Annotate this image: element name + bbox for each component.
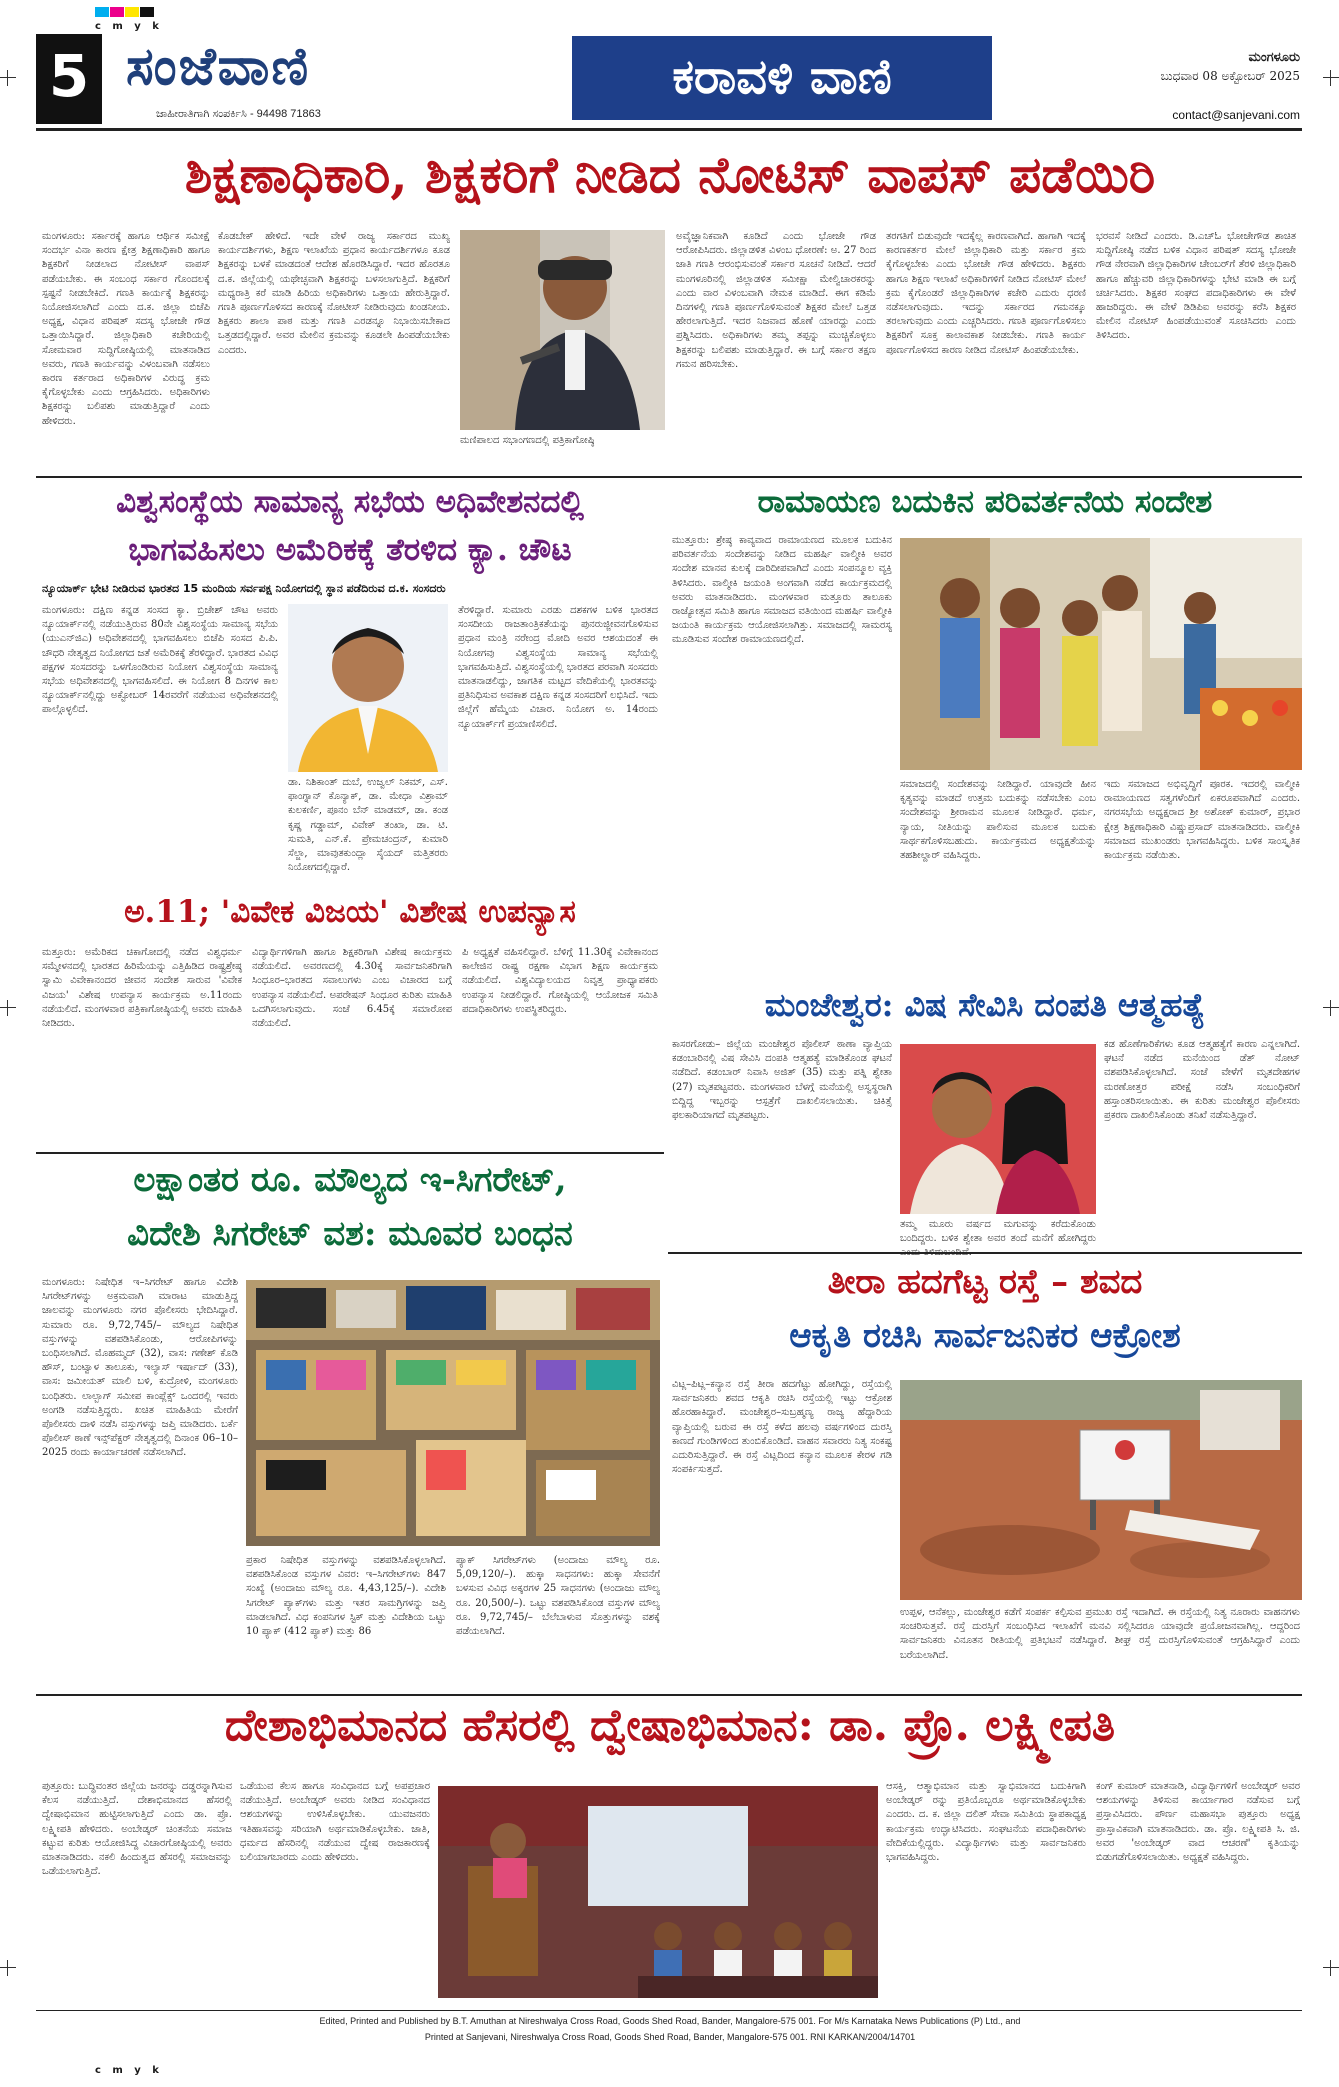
registration-mark-right <box>1323 70 1339 86</box>
story2-headline-line2: ಭಾಗವಹಿಸಲು ಅಮೆರಿಕಕ್ಕೆ ತೆರಳಿದ ಕ್ಯಾ. ಚೌಟ <box>128 532 572 568</box>
story3-headline: ರಾಮಾಯಣ ಬದುಕಿನ ಪರಿವರ್ತನೆಯ ಸಂದೇಶ <box>757 484 1213 520</box>
story4-col2: ವಿದ್ಯಾರ್ಥಿಗಳಿಗಾಗಿ ಹಾಗೂ ಶಿಕ್ಷಕರಿಗಾಗಿ ವಿಶೇಷ ಕಾರ್ಯಕ್ರಮ ನಡೆಯಲಿದೆ. ಅವರಣದಲ್ಲಿ 4.30ಕ್ಕೆ ಸಾರ್ವಜನಿಕರಿಗಾಗಿ ಸಿಂಧೂರ–ಭಾರತದ ಸವಾಲುಗಳು ಎಂಬ ವಿಚಾರದ ಬಗ್ಗೆ ಉಪನ್ಯಾಸ ನಡೆಯಲಿದೆ. ಅಪರೇಷನ್ ಸಿಂಧೂರ ಕುರಿತು ಮಾಹಿತಿ ಒದಗಿಸಲಾಗುವುದು. ಸಂಜೆ 6.45ಕ್ಕೆ ಸಮಾರೋಪ ನಡೆಯಲಿದೆ. <box>252 947 452 1030</box>
story4-col1: ಮತ್ತೂರು: ಅಮೆರಿಕದ ಚಿಕಾಗೋದಲ್ಲಿ ನಡೆದ ವಿಶ್ವಧರ್ಮ ಸಮ್ಮೇಳನದಲ್ಲಿ ಭಾರತದ ಹಿರಿಮೆಯನ್ನು ಎತ್ತಿಹಿಡಿದ ರಾಷ್ಟ್ರಶ್ರೇಷ್ಠ ಸ್ವಾಮಿ ವಿವೇಕಾನಂದರ ಜೀವನ ಸಂದೇಶ ಸಾರುವ 'ವಿವೇಕ ವಿಜಯ' ವಿಶೇಷ ಉಪನ್ಯಾಸ ಕಾರ್ಯಕ್ರಮ ಅ.11ರಂದು ನಡೆಯಲಿದೆ. ಮಂಗಳವಾರ ಪತ್ರಿಕಾಗೋಷ್ಠಿಯಲ್ಲಿ ಅವರು ಮಾಹಿತಿ ನೀಡಿದರು. <box>42 947 242 1030</box>
story2-subhead: ನ್ಯೂಯಾರ್ಕ್ ಭೇಟಿ ನೀಡಿರುವ ಭಾರತದ 15 ಮಂದಿಯ ಸರ್ವಪಕ್ಷ ನಿಯೋಗದಲ್ಲಿ ಸ್ಥಾನ ಪಡೆದಿರುವ ದ.ಕ. ಸಂಸದರು <box>42 582 446 595</box>
story1-bottom-rule <box>36 476 1302 478</box>
story2-col2: ಡಾ. ನಿಶಿಕಾಂತ್ ದುಬೆ, ಉಜ್ವಲ್ ನಿಕಮ್, ಎಸ್. ಫಾಂಗ್ನಾನ್ ಕೊನ್ಯಾಕ್, ಡಾ. ಮೇಧಾ ವಿಶ್ರಾಮ್ ಕುಲಕರ್ಣಿ, ಪೂನಂ ಬೆನ್ ಮಾಡಮ್, ಡಾ. ಕಂಡ ಕೃಷ್ಣ ಗಡ್ಡಾಮ್, ವಿವೇಕ್ ತಂಖಾ, ಡಾ. ಟಿ. ಸುಮತಿ, ಎನ್.ಕೆ. ಪ್ರೇಮಚಂದ್ರನ್, ಕುಮಾರಿ ಸೆಲ್ಜಾ, ಮಾವುತಕುಂದ್ಲಾ ಸೈಯದ್ ಮತ್ತಿತರರು ನಿಯೋಗದಲ್ಲಿದ್ದಾರೆ. <box>288 777 448 874</box>
story5-col1: ಕಾಸರಗೋಡು– ಜಿಲ್ಲೆಯ ಮಂಜೇಶ್ವರ ಪೊಲೀಸ್ ಠಾಣಾ ವ್ಯಾಪ್ತಿಯ ಕಡಂಬಾರಿನಲ್ಲಿ ವಿಷ ಸೇವಿಸಿ ದಂಪತಿ ಆತ್ಮಹತ್ಯೆ ಮಾಡಿಕೊಂಡ ಘಟನೆ ನಡೆದಿದೆ. ಕಡಂಬಾರ್ ನಿವಾಸಿ ಅಜಿತ್ (35) ಮತ್ತು ಪತ್ನಿ ಶ್ವೇತಾ (27) ಮೃತಪಟ್ಟವರು. ಮಂಗಳವಾರ ಬೆಳಗ್ಗೆ ಮನೆಯಲ್ಲಿ ಅಸ್ವಸ್ಥರಾಗಿ ಬಿದ್ದಿದ್ದ ಇಬ್ಬರನ್ನು ಆಸ್ಪತ್ರೆಗೆ ದಾಖಲಿಸಲಾಯಿತು. ಚಿಕಿತ್ಸೆ ಫಲಕಾರಿಯಾಗದೆ ಮೃತಪಟ್ಟರು. <box>672 1039 892 1122</box>
story4-bottom-rule <box>36 1152 664 1154</box>
story3-col1: ಮುತ್ತೂರು: ಶ್ರೇಷ್ಠ ಕಾವ್ಯವಾದ ರಾಮಾಯಣದ ಮೂಲಕ ಬದುಕಿನ ಪರಿವರ್ತನೆಯ ಸಂದೇಶವನ್ನು ನೀಡಿದ ಮಹರ್ಷಿ ವಾಲ್ಮೀಕಿ ಅವರ ಸಂದೇಶ ಮಾನವ ಕುಲಕ್ಕೆ ದಾರಿದೀಪವಾಗಿದೆ ಎಂದು ಸಂಪನ್ಮೂಲ ವ್ಯಕ್ತಿ ತಿಳಿಸಿದರು. ವಾಲ್ಮೀಕಿ ಜಯಂತಿ ಅಂಗವಾಗಿ ನಡೆದ ಕಾರ್ಯಕ್ರಮದಲ್ಲಿ ಅವರು ಮಾತನಾಡಿದರು. ಮಂಗಳವಾರ ಮತ್ತೂರು ತಾಲೂಕು ರಾಜ್ಯೋತ್ಸವ ಸಮಿತಿ ಹಾಗೂ ಸಮಾಜದ ವತಿಯಿಂದ ಮಹರ್ಷಿ ವಾಲ್ಮೀಕಿ ಜಯಂತಿ ಕಾರ್ಯಕ್ರಮ ಆಯೋಜಿಸಲಾಗಿತ್ತು. ಸಮಾಜದಲ್ಲಿ ಸಾಮರಸ್ಯ ಮೂಡಿಸುವ ಸಂದೇಶ ರಾಮಾಯಣದಲ್ಲಿದೆ. <box>672 535 892 646</box>
story6-headline-line2: ವಿದೇಶಿ ಸಿಗರೇಟ್ ವಶ: ಮೂವರ ಬಂಧನ <box>127 1214 573 1254</box>
story3-photo <box>900 538 1302 770</box>
page-number: 5 <box>36 34 102 124</box>
story8-top-rule <box>36 1694 1302 1696</box>
story4-col3: ಪಿ ಅಧ್ಯಕ್ಷತೆ ವಹಿಸಲಿದ್ದಾರೆ. ಬೆಳಿಗ್ಗೆ 11.30ಕ್ಕೆ ವಿವೇಕಾನಂದ ಕಾಲೇಜಿನ ರಾಷ್ಟ್ರ ರಕ್ಷಣಾ ವಿಭಾಗ ಶಿಕ್ಷಣ ಕಾರ್ಯಕ್ರಮ ನಡೆಯಲಿದೆ. ವಿಶ್ವವಿದ್ಯಾಲಯದ ನಿವೃತ್ತ ಪ್ರಾಧ್ಯಾಪಕರು ಉಪನ್ಯಾಸ ನೀಡಲಿದ್ದಾರೆ. ಗೋಷ್ಠಿಯಲ್ಲಿ ಆಯೋಜಕ ಸಮಿತಿ ಪದಾಧಿಕಾರಿಗಳು ಉಪಸ್ಥಿತರಿದ್ದರು. <box>462 947 658 1015</box>
story6-col1: ಮಂಗಳೂರು: ನಿಷೇಧಿತ ಇ–ಸಿಗರೇಟ್ ಹಾಗೂ ವಿದೇಶಿ ಸಿಗರೇಟ್‌ಗಳನ್ನು ಅಕ್ರಮವಾಗಿ ಮಾರಾಟ ಮಾಡುತ್ತಿದ್ದ ಜಾಲವನ್ನು ಮಂಗಳೂರು ನಗರ ಪೊಲೀಸರು ಭೇದಿಸಿದ್ದಾರೆ. ಸುಮಾರು ರೂ. 9,72,745/– ಮೌಲ್ಯದ ನಿಷೇಧಿತ ವಸ್ತುಗಳನ್ನು ವಶಪಡಿಸಿಕೊಂಡು, ಆರೋಪಿಗಳನ್ನು ಬಂಧಿಸಲಾಗಿದೆ. ಮೊಹಮ್ಮದ್ (32), ವಾಸ: ಗಣೇಶ್ ಕೊಡಿ ಹೌಸ್, ಬಂಟ್ವಾಳ ತಾಲೂಕು, ಇಲ್ಯಾಸ್ ಇರ್ಷಾದ್ (33), ವಾಸ: ಜಮೀಯತ್ ಮಾಲಿ ಬಳಿ, ಕುದ್ರೋಳಿ, ಮಂಗಳೂರು ಬಂಧಿತರು. ಲಾಲ್ಬಾಗ್ ಸಮೀಪ ಕಾಂಪ್ಲೆಕ್ಸ್ ಒಂದರಲ್ಲಿ ಇವರು ಅಂಗಡಿ ನಡೆಸುತ್ತಿದ್ದರು. ಖಚಿತ ಮಾಹಿತಿಯ ಮೇರೆಗೆ ಪೊಲೀಸರು ದಾಳಿ ನಡೆಸಿ ವಸ್ತುಗಳನ್ನು ಜಪ್ತಿ ಮಾಡಿದರು. ಬರ್ಕೆ ಪೊಲೀಸ್ ಠಾಣೆ ಇನ್ಸ್‌ಪೆಕ್ಟರ್ ನೇತೃತ್ವದಲ್ಲಿ ದಿನಾಂಕ 06–10–2025 ರಂದು ಕಾರ್ಯಾಚರಣೆ ನಡೆಸಲಾಗಿದೆ. <box>42 1277 238 1459</box>
story8-col4: ಕಂಗ್ ಕುಮಾರ್ ಮಾತನಾಡಿ, ವಿದ್ಯಾರ್ಥಿಗಳಿಗೆ ಅಂಬೇಡ್ಕರ್ ಅವರ ಆಶಯಗಳನ್ನು ತಿಳಿಸುವ ಕಾರ್ಯಾಗಾರ ನಡೆಸುವ ಬಗ್ಗೆ ಪ್ರಸ್ತಾವಿಸಿದರು. ಪೌರ್ಣ ಮಹಾಸಭಾ ಪುತ್ತೂರು ಅಧ್ಯಕ್ಷ ಪ್ರಾಸ್ತಾವಿಕವಾಗಿ ಮಾತನಾಡಿದರು. ಡಾ. ಪ್ರೊ. ಲಕ್ಷ್ಮೀಪತಿ ಸಿ. ಜಿ. ಅವರ 'ಅಂಬೇಡ್ಕರ್ ವಾದ ಆಚರಣೆ' ಕೃತಿಯನ್ನು ಬಿಡುಗಡೆಗೊಳಿಸಲಾಯಿತು. ಅಧ್ಯಕ್ಷತೆ ವಹಿಸಿದ್ದರು. <box>1096 1781 1300 1864</box>
story2-photo <box>288 604 448 772</box>
registration-mark-left-mid <box>0 1000 16 1016</box>
story3-col2: ಸಮಾಜದಲ್ಲಿ ಸಂದೇಶವನ್ನು ನೀಡಿದ್ದಾರೆ. ಯಾವುದೇ ಹೀನ ಕೃತ್ಯವನ್ನು ಮಾಡದೆ ಉತ್ತಮ ಬದುಕನ್ನು ನಡೆಸಬೇಕು ಎಂಬ ಸಂದೇಶವನ್ನು ಶ್ರೀರಾಮನ ಮೂಲಕ ನೀಡಿದ್ದಾರೆ. ಧರ್ಮ, ನ್ಯಾಯ, ನೀತಿಯನ್ನು ಪಾಲಿಸುವ ಮೂಲಕ ಬದುಕು ಸಾರ್ಥಕಗೊಳಿಸಬಹುದು. ಕಾರ್ಯಕ್ರಮದ ಅಧ್ಯಕ್ಷತೆಯನ್ನು ತಹಶೀಲ್ದಾರ್ ವಹಿಸಿದ್ದರು. <box>900 779 1096 862</box>
masthead-city: ಮಂಗಳೂರು <box>1248 50 1300 65</box>
story4-headline: ಅ.11; 'ವಿವೇಕ ವಿಜಯ' ವಿಶೇಷ ಉಪನ್ಯಾಸ <box>124 894 576 930</box>
story1-col4: ತರಗತಿಗೆ ಬಿಡುವುದೇ ಇದಕ್ಕೆಲ್ಲ ಕಾರಣವಾಗಿದೆ. ಹಾಗಾಗಿ ಇದಕ್ಕೆ ಕಾರಣಕರ್ತರ ಮೇಲೆ ಜಿಲ್ಲಾಧಿಕಾರಿ ಮತ್ತು ಸರ್ಕಾರ ಕ್ರಮ ಕೈಗೊಳ್ಳಬೇಕು ಎಂದು ಭೋಜೇ ಗೌಡ ಹೇಳಿದರು. ಶಿಕ್ಷಕರು ಹಾಗೂ ಶಿಕ್ಷಣ ಇಲಾಖೆ ಅಧಿಕಾರಿಗಳಿಗೆ ನೀಡಿದ ನೋಟಿಸ್ ಮೇಲೆ ಕ್ರಮ ಕೈಗೊಂಡರೆ ಜಿಲ್ಲಾಧಿಕಾರಿಗಳ ಕಚೇರಿ ಎದುರು ಧರಣಿ ನಡೆಸಲಾಗುವುದು. ಇದನ್ನು ಸರ್ಕಾರದ ಗಮನಕ್ಕೂ ತರಲಾಗುವುದು ಎಂದು ಎಚ್ಚರಿಸಿದರು. ಗಣತಿ ಪೂರ್ಣಗೊಳಿಸಲು ಶಿಕ್ಷಕರಿಗೆ ಸೂಕ್ತ ಕಾಲಾವಕಾಶ ನೀಡಬೇಕು. ಗಣತಿ ಕಾರ್ಯ ಪೂರ್ಣಗೊಳಿಸದ ಕಾರಣ ನೀಡಿದ ನೋಟಿಸ್ ಹಿಂಪಡೆಯಬೇಕು. <box>886 231 1086 356</box>
masthead-rule <box>36 128 1302 131</box>
registration-mark-right-bottom <box>1323 1960 1339 1976</box>
story7-headline-line2: ಆಕೃತಿ ರಚಿಸಿ ಸಾರ್ವಜನಿಕರ ಆಕ್ರೋಶ <box>789 1316 1181 1356</box>
story2-col1: ಮಂಗಳೂರು: ದಕ್ಷಿಣ ಕನ್ನಡ ಸಂಸದ ಕ್ಯಾ. ಬ್ರಿಜೇಶ್ ಚೌಟ ಅವರು ನ್ಯೂಯಾರ್ಕ್‌ನಲ್ಲಿ ನಡೆಯುತ್ತಿರುವ 80ನೇ ವಿಶ್ವಸಂಸ್ಥೆಯ ಸಾಮಾನ್ಯ ಸಭೆಯ (ಯುಎನ್‌ಜಿಎ) ಅಧಿವೇಶನದಲ್ಲಿ ಭಾಗವಹಿಸಲು ಬಿಜೆಪಿ ಸಂಸದ ಪಿ.ಪಿ. ಚೌಧರಿ ನೇತೃತ್ವದ ನಿಯೋಗದ ಜತೆ ಅಮೆರಿಕಕ್ಕೆ ತೆರಳಿದ್ದಾರೆ. ಭಾರತದ ವಿವಿಧ ಪಕ್ಷಗಳ ಸಂಸದರನ್ನು ಒಳಗೊಂಡಿರುವ ನಿಯೋಗ ವಿಶ್ವಸಂಸ್ಥೆಯ ಸಾಮಾನ್ಯ ಸಭೆಯ ಅಧಿವೇಶನದಲ್ಲಿ ಭಾಗವಹಿಸಲಿದೆ. ಈ ನಿಯೋಗ 8 ದಿನಗಳ ಕಾಲ ನ್ಯೂಯಾರ್ಕ್‌ನಲ್ಲಿದ್ದು ಅಕ್ಟೋಬರ್ 14ರವರೆಗೆ ನಡೆಯುವ ಅಧಿವೇಶನದಲ್ಲಿ ಪಾಲ್ಗೊಳ್ಳಲಿದೆ. <box>42 605 278 716</box>
story8-col2: ಒಡೆಯುವ ಕೆಲಸ ಹಾಗೂ ಸಂವಿಧಾನದ ಬಗ್ಗೆ ಅಪಪ್ರಚಾರ ನಡೆಯುತ್ತಿದೆ. ಅಂಬೇಡ್ಕರ್ ಅವರು ನೀಡಿದ ಸಂವಿಧಾನದ ಆಶಯಗಳನ್ನು ಉಳಿಸಿಕೊಳ್ಳಬೇಕು. ಯುವಜನರು ಇತಿಹಾಸವನ್ನು ಸರಿಯಾಗಿ ಅರ್ಥಮಾಡಿಕೊಳ್ಳಬೇಕು. ಜಾತಿ, ಧರ್ಮದ ಹೆಸರಿನಲ್ಲಿ ನಡೆಯುವ ದ್ವೇಷ ರಾಜಕಾರಣಕ್ಕೆ ಬಲಿಯಾಗಬಾರದು ಎಂದು ಹೇಳಿದರು. <box>240 1781 430 1864</box>
story2-headline-line1: ವಿಶ್ವಸಂಸ್ಥೆಯ ಸಾಮಾನ್ಯ ಸಭೆಯ ಅಧಿವೇಶನದಲ್ಲಿ <box>116 484 584 520</box>
story1-col3: ಅವೈಜ್ಞಾನಿಕವಾಗಿ ಕೂಡಿದೆ ಎಂದು ಭೋಜೇ ಗೌಡ ಆರೋಪಿಸಿದರು. ಜಿಲ್ಲಾಡಳಿತ ವಿಳಂಬ ಧೋರಣೆ: ಅ. 27 ರಿಂದ ಜಾತಿ ಗಣತಿ ಆರಂಭಿಸುವಂತೆ ಸರ್ಕಾರ ಸೂಚನೆ ನೀಡಿದೆ. ಆದರೆ ಮಂಗಳೂರಿನಲ್ಲಿ ಜಿಲ್ಲಾಡಳಿತ ಸಮೀಕ್ಷಾ ಮೇಲ್ವಿಚಾರಕರನ್ನು ಎಂದು ವಾರ ವಿಳಂಬವಾಗಿ ನೇಮಕ ಮಾಡಿದೆ. ಈಗ ಕಡಿಮೆ ದಿನಗಳಲ್ಲಿ ಗಣತಿ ಪೂರ್ಣಗೊಳಿಸುವಂತೆ ಶಿಕ್ಷಕರ ಮೇಲೆ ಒತ್ತಡ ಹೇರಲಾಗುತ್ತಿದೆ. ಇದರ ನಿಜವಾದ ಹೊಣೆ ಯಾರದ್ದು ಎಂದು ಪ್ರಶ್ನಿಸಿದರು. ಅಧಿಕಾರಿಗಳು ತಮ್ಮ ತಪ್ಪನ್ನು ಮುಚ್ಚಿಕೊಳ್ಳಲು ಶಿಕ್ಷಕರನ್ನು ಬಲಿಪಶು ಮಾಡುತ್ತಿದ್ದಾರೆ. ಈ ಬಗ್ಗೆ ಸರ್ಕಾರ ತಕ್ಷಣ ಗಮನ ಹರಿಸಬೇಕು. <box>676 231 876 370</box>
paper-name: ಸಂಜೆವಾಣಿ <box>126 36 311 97</box>
story3-col3: ಇದು ಸಮಾಜದ ಅಭಿವೃದ್ಧಿಗೆ ಪೂರಕ. ಇದರಲ್ಲಿ ವಾಲ್ಮೀಕಿ ರಾಮಾಯಣದ ಸತ್ವಗಳೆಂದಿಗೆ ಏಕರೂಪವಾಗಿದೆ ಎಂದರು. ನಗರಸಭೆಯ ಅಧ್ಯಕ್ಷರಾದ ಶ್ರೀ ಅಶೋಕ್ ಕುಮಾರ್, ಪ್ರಭಾರ ಕ್ಷೇತ್ರ ಶಿಕ್ಷಣಾಧಿಕಾರಿ ವಿಷ್ಣುಪ್ರಸಾದ್ ಮಾತನಾಡಿದರು. ವಾಲ್ಮೀಕಿ ಸಮಾಜದ ಮುಖಂಡರು ಭಾಗವಹಿಸಿದ್ದರು. ಬಳಿಕ ಸಾಂಸ್ಕೃತಿಕ ಕಾರ್ಯಕ್ರಮ ನಡೆಯಿತು. <box>1104 779 1300 862</box>
story8-photo <box>438 1786 878 1998</box>
masthead-date-block <box>1000 50 1300 84</box>
story8-headline: ದೇಶಾಭಿಮಾನದ ಹೆಸರಲ್ಲಿ ದ್ವೇಷಾಭಿಮಾನ: ಡಾ. ಪ್ರೊ. ಲಕ್ಷ್ಮೀಪತಿ <box>224 1700 1116 1751</box>
cmyk-label-bottom: c m y k <box>95 2065 163 2076</box>
story5-headline: ಮಂಜೇಶ್ವರ: ವಿಷ ಸೇವಿಸಿ ದಂಪತಿ ಆತ್ಮಹತ್ಯೆ <box>764 986 1206 1024</box>
story5-bottom-rule <box>668 1252 1302 1254</box>
story7-headline-line1: ತೀರಾ ಹದಗೆಟ್ಟ ರಸ್ತೆ – ಶವದ <box>827 1262 1143 1302</box>
story7-col1: ವಿಟ್ಲ–ಪಿಟ್ಲ–ಕನ್ಯಾನ ರಸ್ತೆ ತೀರಾ ಹದಗೆಟ್ಟು ಹೋಗಿದ್ದು, ರಸ್ತೆಯಲ್ಲಿ ಸಾರ್ವಜನಿಕರು ಶವದ ಆಕೃತಿ ರಚಿಸಿ ರಸ್ತೆಯಲ್ಲಿ ಇಟ್ಟು ಆಕ್ರೋಶ ಹೊರಹಾಕಿದ್ದಾರೆ. ಮಂಜೇಶ್ವರ–ಸುಬ್ರಹ್ಮಣ್ಯ ರಾಜ್ಯ ಹೆದ್ದಾರಿಯ ವ್ಯಾಪ್ತಿಯಲ್ಲಿ ಬರುವ ಈ ರಸ್ತೆ ಕಳೆದ ಹಲವು ವರ್ಷಗಳಿಂದ ದುರಸ್ತಿ ಕಾಣದೆ ಗುಂಡಿಗಳಿಂದ ತುಂಬಿಕೊಂಡಿದೆ. ವಾಹನ ಸವಾರರು ನಿತ್ಯ ಸಂಕಷ್ಟ ಎದುರಿಸುತ್ತಿದ್ದಾರೆ. ಈ ರಸ್ತೆ ವಿಟ್ಲದಿಂದ ಕನ್ಯಾನ ಮೂಲಕ ಕೇರಳ ಗಡಿ ಸಂಪರ್ಕಿಸುತ್ತದೆ. <box>672 1379 892 1476</box>
story1-headline: ಶಿಕ್ಷಣಾಧಿಕಾರಿ, ಶಿಕ್ಷಕರಿಗೆ ನೀಡಿದ ನೋಟಿಸ್ ವಾಪಸ್ ಪಡೆಯಿರಿ <box>184 145 1156 204</box>
story1-col5: ಭರವಸೆ ನೀಡಿದೆ ಎಂದರು. ಡಿ.ಎಚ್‌ಓ ಭೋಜೇಗೌಡ ಶಾಚಿತ ಸುದ್ದಿಗೋಷ್ಠಿ ನಡೆದ ಬಳಿಕ ವಿಧಾನ ಪರಿಷತ್ ಸದಸ್ಯ ಭೋಜೇ ಗೌಡ ನೇರವಾಗಿ ಜಿಲ್ಲಾಧಿಕಾರಿಗಳ ಚೇಂಬರ್‌ಗೆ ತೆರಳಿ ಜಿಲ್ಲಾಧಿಕಾರಿ ಹಾಗೂ ಹೆಚ್ಚುವರಿ ಜಿಲ್ಲಾಧಿಕಾರಿಗಳನ್ನು ಭೇಟಿ ಮಾಡಿ ಈ ಬಗ್ಗೆ ಚರ್ಚಿಸಿದರು. ಶಿಕ್ಷಕರ ಸಂಘದ ಪದಾಧಿಕಾರಿಗಳು ಈ ವೇಳೆ ಹಾಜರಿದ್ದರು. ಈ ವೇಳೆ ಡಿಡಿಪಿಐ ಅವರನ್ನು ಕರೆಸಿ ಶಿಕ್ಷಕರ ಮೇಲಿನ ನೋಟಿಸ್ ಹಿಂಪಡೆಯುವಂತೆ ಸೂಚಿಸಿದರು ಎಂದು ತಿಳಿಸಿದರು. <box>1096 231 1296 342</box>
masthead-date: ಬುಧವಾರ 08 ಅಕ್ಟೋಬರ್ 2025 <box>1160 69 1300 83</box>
footer-rule <box>36 2010 1302 2011</box>
section-title-karavali-vani <box>572 36 992 120</box>
story5-photo <box>900 1044 1096 1214</box>
story6-caption-col2: ಪ್ಯಾಕ್ ಸಿಗರೇಟ್‌ಗಳು (ಅಂದಾಜು ಮೌಲ್ಯ ರೂ. 5,09,120/–). ಹುಕ್ಕಾ ಸಾಧನಗಳು: ಹುಕ್ಕಾ ಸೇವನೆಗೆ ಬಳಸುವ ವಿವಿಧ ಅಕ್ಕರಗಳ 25 ಸಾಧನಗಳು (ಅಂದಾಜು ಮೌಲ್ಯ ರೂ. 20,500/–). ಒಟ್ಟು ವಶಪಡಿಸಿಕೊಂಡ ವಸ್ತುಗಳ ಮೌಲ್ಯ ರೂ. 9,72,745/– ಬೆಲೆಬಾಳುವ ಸೊತ್ತುಗಳನ್ನು ವಶಕ್ಕೆ ಪಡೆಯಲಾಗಿದೆ. <box>456 1555 660 1638</box>
story1-col2: ಕೊಡಬೇಕ್ ಹೇಳಿದೆ. ಇದೇ ವೇಳೆ ರಾಜ್ಯ ಸರ್ಕಾರದ ಮುಖ್ಯ ಕಾರ್ಯದರ್ಶಿಗಳು, ಶಿಕ್ಷಣ ಇಲಾಖೆಯ ಪ್ರಧಾನ ಕಾರ್ಯದರ್ಶಿಗಳೂ ಕೂಡ ಶಿಕ್ಷಕರನ್ನು ಬಳಕೆ ಮಾಡದಂತೆ ಆದೇಶ ಹೊರಡಿಸಿದ್ದಾರೆ. ಇದರ ಹೊರತೂ ದ.ಕ. ಜಿಲ್ಲೆಯಲ್ಲಿ ಯಥೇಚ್ಛವಾಗಿ ಶಿಕ್ಷಕರನ್ನು ಬಳಸಲಾಗುತ್ತಿದೆ. ಶಿಕ್ಷಕರಿಗೆ ಮಧ್ಯರಾತ್ರಿ ಕರೆ ಮಾಡಿ ಹಿರಿಯ ಅಧಿಕಾರಿಗಳು ಒತ್ತಾಯ ಹೇರುತ್ತಿದ್ದಾರೆ. ಗಣತಿ ಪೂರ್ಣಗೊಳಿಸದ ಕಾರಣಕ್ಕೆ ನೋಟೀಸ್ ನೀಡಿರುವುದು ಖಂಡನೀಯ. ಶಿಕ್ಷಕರು ಶಾಲಾ ಪಾಠ ಮತ್ತು ಗಣತಿ ಎರಡನ್ನೂ ನಿಭಾಯಿಸಬೇಕಾದ ಒತ್ತಡದಲ್ಲಿದ್ದಾರೆ. ಅವರ ಮೇಲಿನ ಕ್ರಮವನ್ನು ಕೂಡಲೇ ಹಿಂಪಡೆಯಬೇಕು ಎಂದರು. <box>218 231 450 356</box>
story7-col2: ಉಪ್ಪಳ, ಆನೆಕಲ್ಲು, ಮಂಜೇಶ್ವರ ಕಡೆಗೆ ಸಂಪರ್ಕ ಕಲ್ಪಿಸುವ ಪ್ರಮುಖ ರಸ್ತೆ ಇದಾಗಿದೆ. ಈ ರಸ್ತೆಯಲ್ಲಿ ನಿತ್ಯ ನೂರಾರು ವಾಹನಗಳು ಸಂಚರಿಸುತ್ತವೆ. ರಸ್ತೆ ದುರಸ್ತಿಗೆ ಸಂಬಂಧಿಸಿದ ಇಲಾಖೆಗೆ ಮನವಿ ಸಲ್ಲಿಸಿದರೂ ಯಾವುದೇ ಪ್ರಯೋಜನವಾಗಿಲ್ಲ. ಆದ್ದರಿಂದ ಸಾರ್ವಜನಿಕರು ವಿನೂತನ ರೀತಿಯಲ್ಲಿ ಪ್ರತಿಭಟನೆ ನಡೆಸಿದ್ದಾರೆ. ಶೀಘ್ರ ರಸ್ತೆ ದುರಸ್ತಿಗೊಳಿಸುವಂತೆ ಆಗ್ರಹಿಸಿದ್ದಾರೆ ಎಂದು ಬರೆಯಲಾಗಿದೆ. <box>900 1607 1300 1661</box>
story1-photo <box>460 230 665 430</box>
footer-imprint-line2: Printed at Sanjevani, Nireshwalya Cross Road, Goods Shed Road, Bander, Mangalore-575 001. RNI KARKAN/2004/14701 <box>424 2032 916 2042</box>
story8-col3: ಆಸಕ್ತಿ, ಆತ್ಮಾಭಿಮಾನ ಮತ್ತು ಸ್ವಾಭಿಮಾನದ ಬದುಕಿಗಾಗಿ ಅಂಬೇಡ್ಕರ್ ರನ್ನು ಪ್ರತಿಯೊಬ್ಬರೂ ಅರ್ಥಮಾಡಿಕೊಳ್ಳಬೇಕು ಎಂದರು. ದ. ಕ. ಜಿಲ್ಲಾ ದಲಿತ್ ಸೇವಾ ಸಮಿತಿಯ ಸ್ಥಾಪಕಾಧ್ಯಕ್ಷ ಕಾರ್ಯಕ್ರಮ ಉದ್ಘಾಟಿಸಿದರು. ಸಂಘಟನೆಯ ಪದಾಧಿಕಾರಿಗಳು ವೇದಿಕೆಯಲ್ಲಿದ್ದರು. ವಿದ್ಯಾರ್ಥಿಗಳು ಮತ್ತು ಸಾರ್ವಜನಿಕರು ಭಾಗವಹಿಸಿದ್ದರು. <box>886 1781 1086 1864</box>
section-title: ಕರಾವಳಿ ವಾಣಿ <box>672 49 892 105</box>
registration-mark-left <box>0 70 16 86</box>
story5-col2: ಕಡ ಹೊಣೆಗಾರಿಕೆಗಳು ಕೂಡ ಆತ್ಮಹತ್ಯೆಗೆ ಕಾರಣ ಎನ್ನಲಾಗಿದೆ. ಘಟನೆ ನಡೆದ ಮನೆಯಿಂದ ಡೆತ್ ನೋಟ್ ವಶಪಡಿಸಿಕೊಳ್ಳಲಾಗಿದೆ. ಸಂಜೆ ವೇಳೆಗೆ ಮೃತದೇಹಗಳ ಮರಣೋತ್ತರ ಪರೀಕ್ಷೆ ನಡೆಸಿ ಸಂಬಂಧಿಕರಿಗೆ ಹಸ್ತಾಂತರಿಸಲಾಯಿತು. ಈ ಕುರಿತು ಮಂಜೇಶ್ವರ ಪೊಲೀಸರು ಪ್ರಕರಣ ದಾಖಲಿಸಿಕೊಂಡು ತನಿಖೆ ನಡೆಸುತ್ತಿದ್ದಾರೆ. <box>1104 1039 1300 1122</box>
footer-imprint-line1: Edited, Printed and Published by B.T. Amuthan at Nireshwalya Cross Road, Goods Shed Road, Bander, Mangalore-575 001. For M/s Karnataka News Publications (P) Ltd., and <box>319 2016 1021 2026</box>
registration-mark-right-mid <box>1323 1000 1339 1016</box>
cmyk-label-top: c m y k <box>95 21 163 32</box>
registration-mark-left-bottom <box>0 1960 16 1976</box>
story6-headline-line1: ಲಕ್ಷಾಂತರ ರೂ. ಮೌಲ್ಯದ ಇ-ಸಿಗರೇಟ್, <box>133 1160 567 1200</box>
story5-col-below: ತಮ್ಮ ಮೂರು ವರ್ಷದ ಮಗುವನ್ನು ಕರೆದುಕೊಂಡು ಬಂದಿದ್ದರು. ಬಳಿಕ ಶ್ವೇತಾ ಅವರ ತಂದೆ ಮನೆಗೆ ಹೋಗಿದ್ದರು <box>900 1219 1096 1245</box>
story2-col3: ತೆರಳಿದ್ದಾರೆ. ಸುಮಾರು ಎರಡು ದಶಕಗಳ ಬಳಿಕ ಭಾರತದ ಸಂಸದೀಯ ರಾಜತಾಂತ್ರಿಕತೆಯನ್ನು ಪುನರುಜ್ಜೀವನಗೊಳಿಸುವ ಪ್ರಧಾನ ಮಂತ್ರಿ ನರೇಂದ್ರ ಮೋದಿ ಅವರ ಆಶಯದಂತೆ ಈ ನಿಯೋಗವು ವಿಶ್ವಸಂಸ್ಥೆಯ ಸಾಮಾನ್ಯ ಸಭೆಯಲ್ಲಿ ಭಾಗವಹಿಸುತ್ತಿದೆ. ವಿಶ್ವಸಂಸ್ಥೆಯಲ್ಲಿ ಭಾರತದ ಪರವಾಗಿ ಸಂಸದರು ಮಾತನಾಡಲಿದ್ದು, ಜಾಗತಿಕ ಮಟ್ಟದ ವೇದಿಕೆಯಲ್ಲಿ ಭಾರತವನ್ನು ಪ್ರತಿನಿಧಿಸುವ ಅವಕಾಶ ದಕ್ಷಿಣ ಕನ್ನಡ ಸಂಸದರಿಗೆ ಲಭಿಸಿದೆ. ಇದು ಜಿಲ್ಲೆಗೆ ಹೆಮ್ಮೆಯ ವಿಚಾರ. ನಿಯೋಗ ಅ. 14ರಂದು ನ್ಯೂಯಾರ್ಕ್‌ಗೆ ಪ್ರಯಾಣಿಸಲಿದೆ. <box>458 605 658 730</box>
story8-col1: ಪುತ್ತೂರು: ಬುದ್ಧಿವಂತರ ಜಿಲ್ಲೆಯ ಜನರನ್ನು ದಡ್ಡರನ್ನಾಗಿಸುವ ಕೆಲಸ ನಡೆಯುತ್ತಿದೆ. ದೇಶಾಭಿಮಾನದ ಹೆಸರಲ್ಲಿ ದ್ವೇಷಾಭಿಮಾನ ಹುಟ್ಟಿಸಲಾಗುತ್ತಿದೆ ಎಂದು ಡಾ. ಪ್ರೊ. ಲಕ್ಷ್ಮೀಪತಿ ಹೇಳಿದರು. ಅಂಬೇಡ್ಕರ್ ಚಿಂತನೆಯ ಸಮಾಜ ಕಟ್ಟುವ ಕುರಿತು ಆಯೋಜಿಸಿದ್ದ ವಿಚಾರಗೋಷ್ಠಿಯಲ್ಲಿ ಅವರು ಮಾತನಾಡಿದರು. ನಕಲಿ ಹಿಂದುತ್ವದ ಹೆಸರಲ್ಲಿ ಸಮಾಜವನ್ನು ಒಡೆಯಲಾಗುತ್ತಿದೆ. <box>42 1781 232 1878</box>
ad-contact-line: ಜಾಹೀರಾತಿಗಾಗಿ ಸಂಪರ್ಕಿಸಿ - 94498 71863 <box>156 108 321 120</box>
story6-caption-col1: ಪ್ರಕಾರ ನಿಷೇಧಿತ ವಸ್ತುಗಳನ್ನು ವಶಪಡಿಸಿಕೊಳ್ಳಲಾಗಿದೆ. ವಶಪಡಿಸಿಕೊಂಡ ವಸ್ತುಗಳ ವಿವರ: ಇ–ಸಿಗರೇಟ್‌ಗಳು 847 ಸಂಖ್ಯೆ (ಅಂದಾಜು ಮೌಲ್ಯ ರೂ. 4,43,125/–). ವಿದೇಶಿ ಸಿಗರೇಟ್ ಪ್ಯಾಕ್‌ಗಳು ಮತ್ತು ಇತರ ಸಾಮಗ್ರಿಗಳನ್ನು ಜಪ್ತಿ ಮಾಡಲಾಗಿದೆ. ವಿಧ ಕಂಪನಿಗಳ ಸ್ಟಿಕ್ ಮತ್ತು ವಿದೇಶಿಯ ಒಟ್ಟು 10 ಪ್ಯಾಕ್ (412 ಪ್ಯಾಕ್) ಮತ್ತು 86 <box>246 1555 446 1638</box>
story6-photo <box>246 1280 660 1546</box>
masthead-sanjevani <box>106 34 566 126</box>
story1-photo-caption: ಮಣಿಪಾಲದ ಸಭಾಂಗಣದಲ್ಲಿ ಪತ್ರಿಕಾಗೋಷ್ಠಿ <box>460 435 595 446</box>
contact-email[interactable]: contact@sanjevani.com <box>1172 108 1300 122</box>
cmyk-marker-bottom <box>95 2062 163 2077</box>
cmyk-marker-top <box>95 6 163 32</box>
story7-photo <box>900 1380 1302 1600</box>
story1-col1: ಮಂಗಳೂರು: ಸರ್ಕಾರಕ್ಕೆ ಹಾಗೂ ಆರ್ಥಿಕ ಸಮೀಕ್ಷೆ ಸಂದರ್ಭ ವಿನಾ ಕಾರಣ ಕ್ಷೇತ್ರ ಶಿಕ್ಷಣಾಧಿಕಾರಿ ಹಾಗೂ ಶಿಕ್ಷಕರಿಗೆ ನೀಡಲಾದ ನೋಟೀಸ್ ವಾಪಸ್ ಪಡೆಯಬೇಕು. ಈ ಸಂಬಂಧ ಸರ್ಕಾರ ಗೊಂದಲಕ್ಕೆ ಸ್ಪಷ್ಟನೆ ನೀಡಬೇಕಿದೆ. ಗಣತಿ ಕಾರ್ಯಕ್ಕೆ ಶಿಕ್ಷಕರನ್ನು ನಿಯೋಜಿಸಲಾಗಿದೆ ಎಂದು ದ.ಕ. ಜಿಲ್ಲಾ ಬಿಜೆಪಿ ಅಧ್ಯಕ್ಷ, ವಿಧಾನ ಪರಿಷತ್ ಸದಸ್ಯ ಭೋಜೇ ಗೌಡ ಒತ್ತಾಯಿಸಿದ್ದಾರೆ. ಜಿಲ್ಲಾಧಿಕಾರಿ ಕಚೇರಿಯಲ್ಲಿ ಸೋಮವಾರ ಸುದ್ದಿಗೋಷ್ಠಿಯಲ್ಲಿ ಮಾತನಾಡಿದ ಅವರು, ಗಣತಿ ಕಾರ್ಯವನ್ನು ವಿಳಂಬವಾಗಿ ನಡೆಸಲು ಕಾರಣ ಕರ್ತರಾದ ಅಧಿಕಾರಿಗಳ ವಿರುದ್ಧ ಕ್ರಮ ಕೈಗೊಳ್ಳಬೇಕು ಎಂದು ಆಗ್ರಹಿಸಿದರು. ಅಧಿಕಾರಿಗಳು ಶಿಕ್ಷಕರನ್ನು ಬಲಿಪಶು ಮಾಡುತ್ತಿದ್ದಾರೆ ಎಂದು ಹೇಳಿದರು. <box>42 231 210 427</box>
